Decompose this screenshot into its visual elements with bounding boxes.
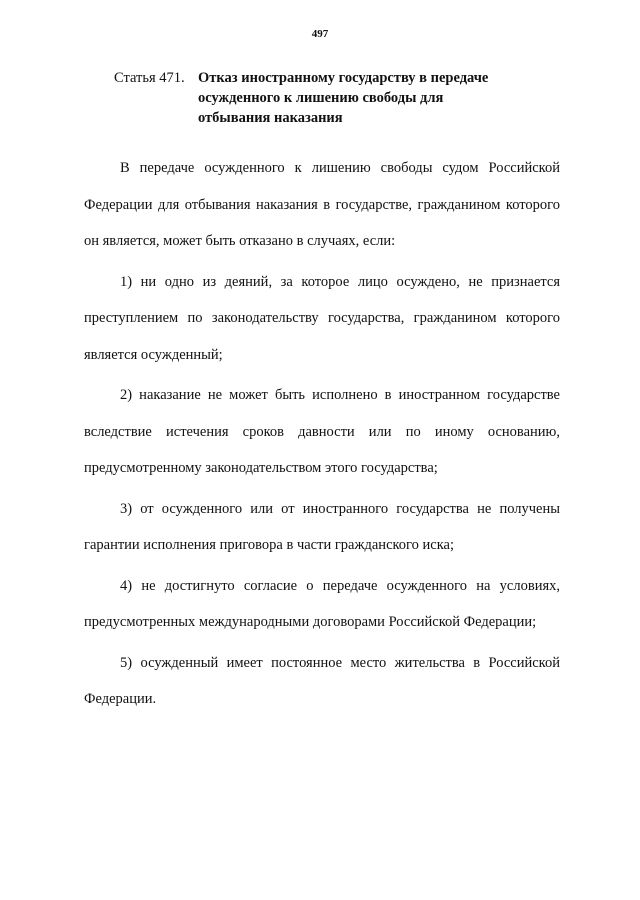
list-item-4: 4) не достигнуто согласие о передаче осужденного на условиях, предусмотренных международными договорами Российской Федерации; bbox=[84, 577, 560, 630]
list-item-1: 1) ни одно из деяний, за которое лицо осуждено, не признается преступлением по законодательству государства, гражданином которого является осужденный; bbox=[84, 273, 560, 363]
intro-paragraph: В передаче осужденного к лишению свободы судом Российской Федерации для отбывания наказания в государстве, гражданином которого он является, может быть отказано в случаях, если: bbox=[84, 160, 560, 249]
article-title-line: осужденного к лишению свободы для bbox=[198, 90, 444, 106]
list-item-2: 2) наказание не может быть исполнено в иностранном государстве вследствие истечения сроков давности или по иному основанию, предусмотренному законодательством этого государства; bbox=[84, 387, 560, 476]
article-title bbox=[198, 68, 548, 128]
list-item-3: 3) от осужденного или от иностранного государства не получены гарантии исполнения приговора в части гражданского иска; bbox=[84, 500, 560, 553]
article-label: Статья 471. bbox=[114, 70, 185, 86]
list-item-5: 5) осужденный имеет постоянное место жительства в Российской Федерации. bbox=[84, 654, 560, 707]
article-title-line: Отказ иностранному государству в передаче bbox=[198, 70, 489, 86]
page-number: 497 bbox=[311, 28, 329, 40]
article-body bbox=[84, 150, 560, 718]
article-title-line: отбывания наказания bbox=[198, 110, 343, 126]
